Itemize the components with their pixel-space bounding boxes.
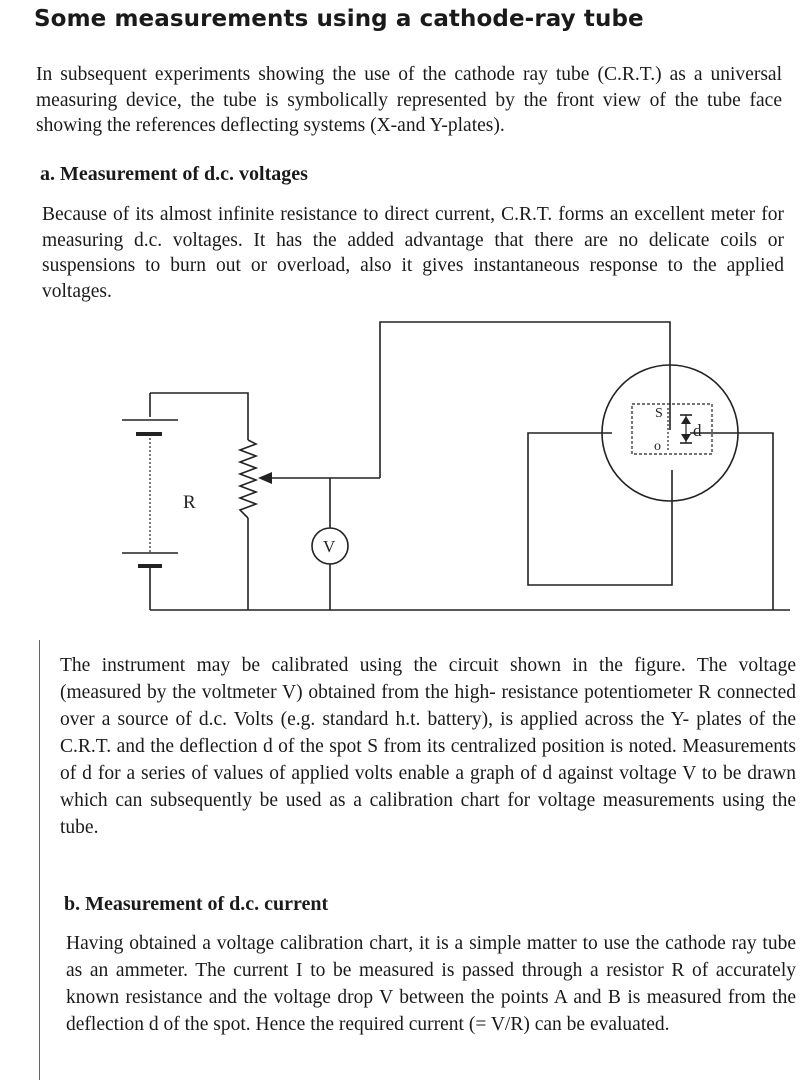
intro-paragraph: In subsequent experiments showing the use of the cathode ray tube (C.R.T.) as a universal measuring device, the tube is symbolically represented by the front view of the tube face showing the references deflecting systems (X-and Y-plates).: [36, 64, 782, 136]
circuit-diagram: [0, 300, 810, 640]
circuit-wires: [150, 322, 790, 610]
page-title: Some measurements using a cathode-ray tube: [34, 6, 644, 32]
origin-label: o: [654, 439, 661, 454]
battery-symbol: [122, 393, 178, 608]
calibration-paragraph: The instrument may be calibrated using the circuit shown in the figure. The voltage (measured by the voltmeter V) obtained from the high- resistance potentiometer R connected over a source of d.c. Volts (e.g. standard h.t. battery), is applied across the Y- plates of the C.R.T. and the deflection d of the spot S from its centralized position is noted. Measurements of d for a series of values of applied volts enable a graph of d against voltage V to be drawn which can subsequently be used as a calibration chart for voltage measurements using the tube.: [60, 655, 796, 838]
spot-label: S: [655, 406, 663, 421]
potentiometer-symbol: [240, 440, 272, 518]
section-b-heading: b. Measurement of d.c. current: [64, 893, 329, 915]
deflection-label: d: [693, 421, 702, 440]
voltmeter-label: V: [323, 537, 336, 556]
section-b-paragraph: Having obtained a voltage calibration chart, it is a simple matter to use the cathode ray tube as an ammeter. The current I to be measured is passed through a resistor R of accurately known resistance and the voltage drop V between the points A and B is measured from the deflection d of the spot. Hence the required current (= V/R) can be evaluated.: [66, 933, 796, 1035]
resistor-label: R: [183, 492, 196, 513]
section-a-paragraph: Because of its almost infinite resistance to direct current, C.R.T. forms an excellent meter for measuring d.c. voltages. It has the added advantage that there are no delicate coils or suspensions to burn out or overload, also it gives instantaneous response to the applied voltages.: [42, 204, 784, 302]
section-a-heading: a. Measurement of d.c. voltages: [40, 163, 308, 185]
page-margin-line: [39, 640, 40, 1080]
